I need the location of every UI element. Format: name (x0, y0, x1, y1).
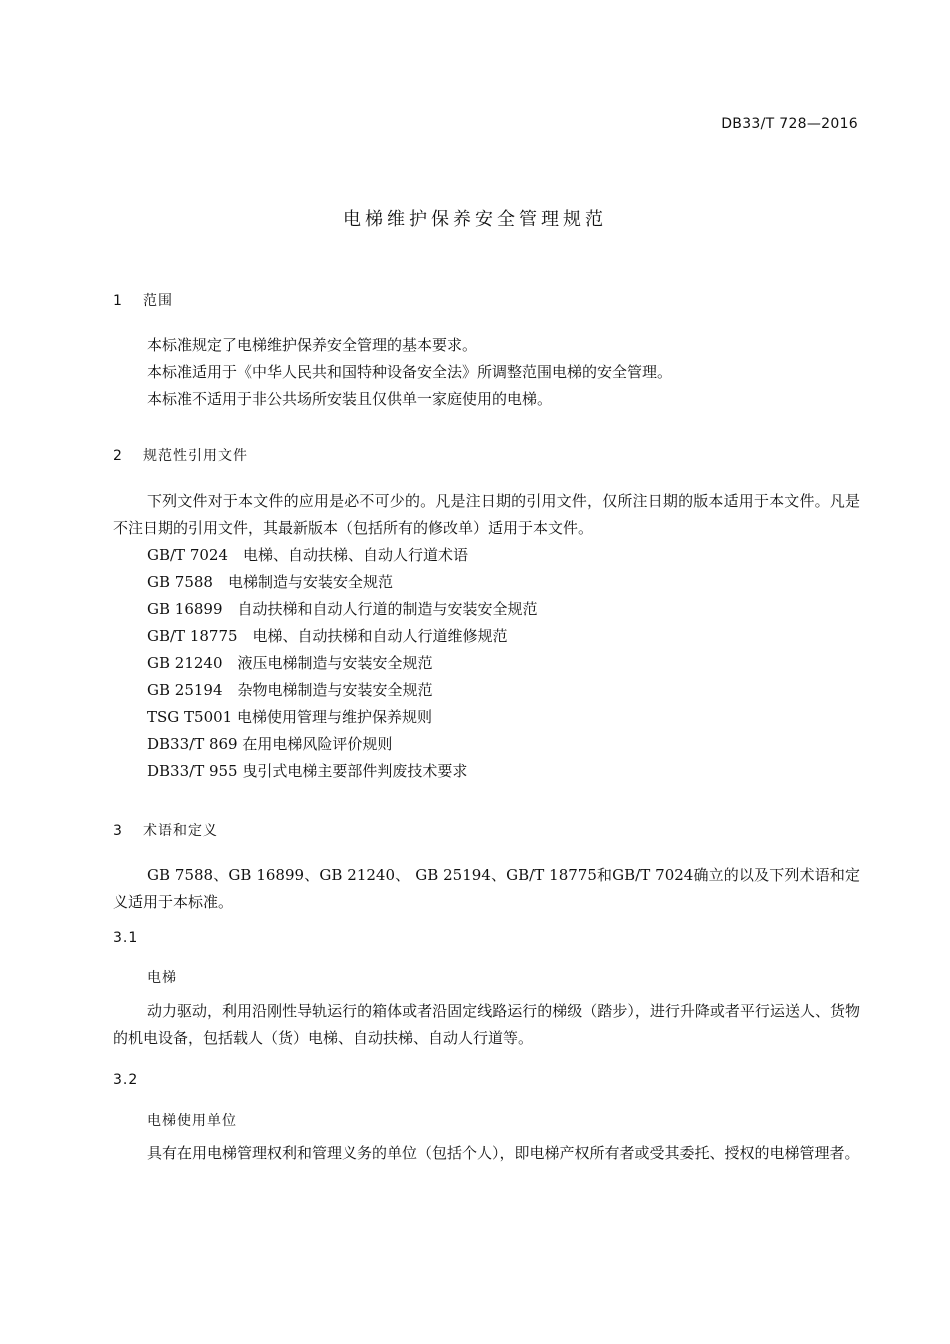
section-2-heading (113, 445, 248, 465)
paragraph: 下列文件对于本文件的应用是必不可少的。凡是注日期的引用文件，仅所注日期的版本适用于本文件。凡是不注日期的引用文件，其最新版本（包括所有的修改单）适用于本文件。 (113, 492, 860, 537)
section-title: 规范性引用文件 (143, 448, 248, 464)
section-3-heading (113, 820, 218, 840)
term-number: 3.2 (113, 1072, 139, 1088)
term-name: 电梯使用单位 (147, 1113, 237, 1129)
reference-item: GB 16899 自动扶梯和自动人行道的制造与安装安全规范 (147, 600, 538, 618)
section-number: 2 (113, 448, 123, 464)
term-number: 3.1 (113, 930, 139, 946)
section-number: 1 (113, 293, 123, 309)
reference-item: GB 25194 杂物电梯制造与安装安全规范 (147, 681, 433, 699)
term-definition: 动力驱动，利用沿刚性导轨运行的箱体或者沿固定线路运行的梯级（踏步），进行升降或者平行运送人、货物的机电设备，包括载人（货）电梯、自动扶梯、自动人行道等。 (113, 1002, 860, 1047)
reference-item: GB/T 18775 电梯、自动扶梯和自动人行道维修规范 (147, 627, 508, 645)
reference-item: DB33/T 955 曳引式电梯主要部件判废技术要求 (147, 762, 468, 780)
reference-item: GB/T 7024 电梯、自动扶梯、自动人行道术语 (147, 546, 469, 564)
paragraph: GB 7588、GB 16899、GB 21240、 GB 25194、GB/T 18775和GB/T 7024确立的以及下列术语和定义适用于本标准。 (113, 866, 860, 911)
paragraph: 本标准适用于《中华人民共和国特种设备安全法》所调整范围电梯的安全管理。 (147, 363, 673, 381)
reference-item: TSG T5001 电梯使用管理与维护保养规则 (147, 708, 432, 726)
document-title: 电梯维护保养安全管理规范 (343, 209, 607, 230)
document-code: DB33/T 728—2016 (721, 116, 858, 132)
reference-item: GB 21240 液压电梯制造与安装安全规范 (147, 654, 433, 672)
reference-item: GB 7588 电梯制造与安装安全规范 (147, 573, 393, 591)
section-title: 术语和定义 (143, 823, 218, 839)
term-definition: 具有在用电梯管理权利和管理义务的单位（包括个人），即电梯产权所有者或受其委托、授权的电梯管理者。 (147, 1144, 860, 1162)
paragraph: 本标准不适用于非公共场所安装且仅供单一家庭使用的电梯。 (147, 390, 553, 408)
section-1-heading (113, 290, 173, 310)
term-name: 电梯 (147, 970, 177, 986)
section-number: 3 (113, 823, 123, 839)
reference-item: DB33/T 869 在用电梯风险评价规则 (147, 735, 393, 753)
paragraph: 本标准规定了电梯维护保养安全管理的基本要求。 (147, 336, 478, 354)
section-title: 范围 (143, 293, 173, 309)
